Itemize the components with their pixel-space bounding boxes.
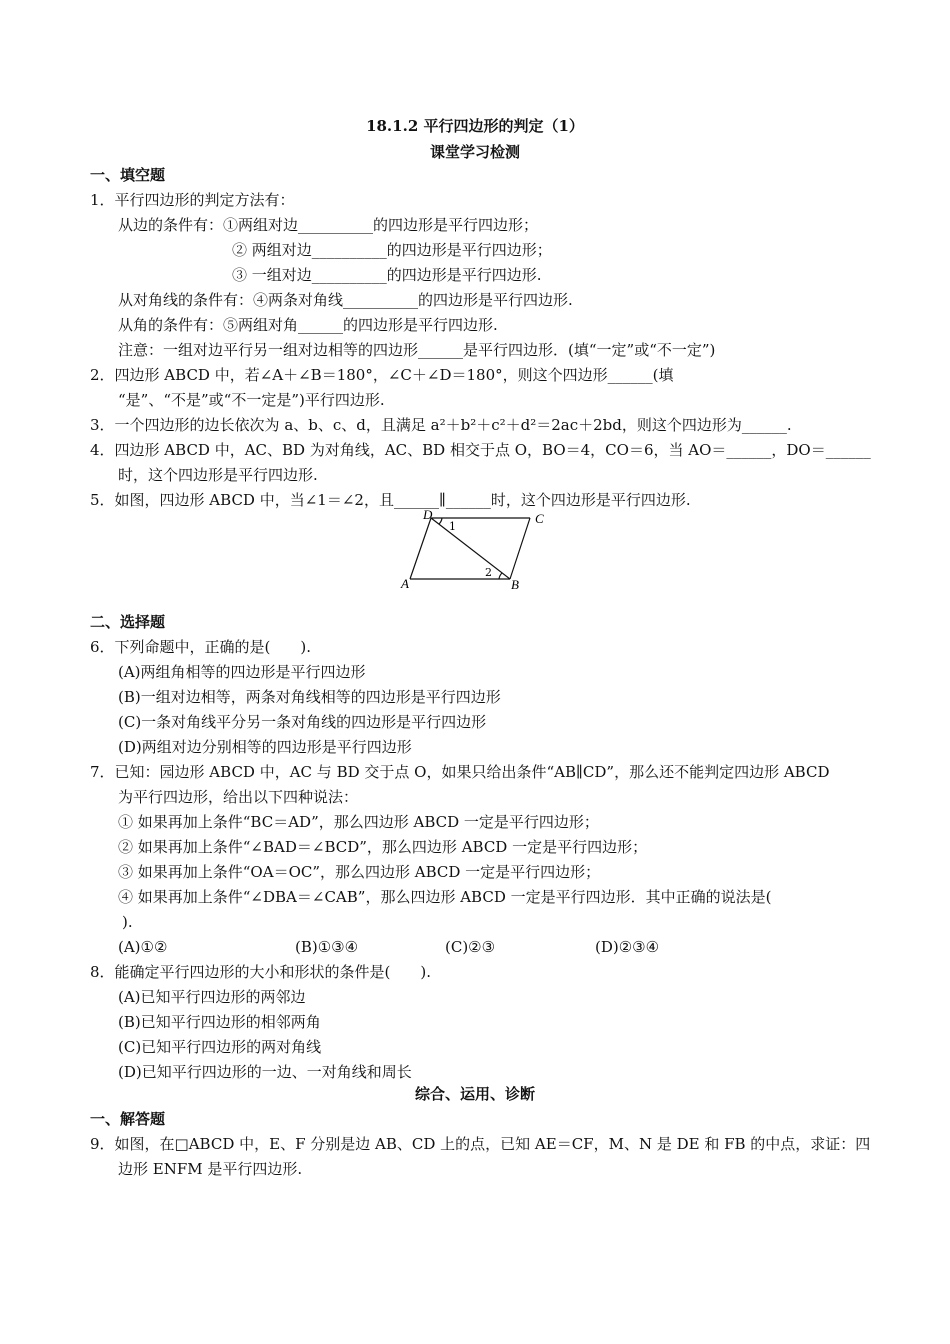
- question-4-cont: 时，这个四边形是平行四边形.: [118, 466, 318, 484]
- q7-option-a: (A)①②: [118, 938, 168, 956]
- q1-line: 从角的条件有：⑤两组对角______的四边形是平行四边形.: [118, 316, 498, 334]
- question-3: 3．一个四边形的边长依次为 a、b、c、d，且满足 a²＋b²＋c²＋d²＝2ac＋2bd，则这个四边形为______.: [90, 416, 792, 434]
- page-title: 18.1.2 平行四边形的判定（1）: [366, 117, 584, 135]
- question-1: 1．平行四边形的判定方法有：: [90, 191, 295, 209]
- q6-option-c: (C)一条对角线平分另一条对角线的四边形是平行四边形: [118, 713, 487, 731]
- question-8: 8．能确定平行四边形的大小和形状的条件是( ).: [90, 963, 432, 981]
- section-heading-choice: 二、选择题: [90, 613, 166, 631]
- diagonal-db: [431, 518, 510, 579]
- section-heading-answer: 一、解答题: [90, 1110, 166, 1128]
- label-a: A: [401, 576, 409, 591]
- angle-2-arc: [499, 573, 502, 579]
- question-9: 9．如图，在□ABCD 中，E、F 分别是边 AB、CD 上的点，已知 AE＝CF，M、N 是 DE 和 FB 的中点，求证：四: [90, 1135, 871, 1153]
- q1-line: ③ 一组对边__________的四边形是平行四边形.: [232, 266, 542, 284]
- label-c: C: [535, 511, 544, 526]
- question-7-cont: 为平行四边形，给出以下四种说法：: [118, 788, 359, 806]
- page-subtitle: 课堂学习检测: [429, 143, 520, 161]
- q6-option-a: (A)两组角相等的四边形是平行四边形: [118, 663, 366, 681]
- angle-1-arc: [439, 518, 442, 524]
- label-d: D: [423, 507, 433, 522]
- q7-statement-1: ① 如果再加上条件“BC＝AD”，那么四边形 ABCD 一定是平行四边形；: [118, 813, 599, 831]
- question-4: 4．四边形 ABCD 中，AC、BD 为对角线，AC、BD 相交于点 O，BO＝4，CO＝6，当 AO＝______，DO＝______: [90, 441, 871, 459]
- q8-option-d: (D)已知平行四边形的一边、一对角线和周长: [118, 1063, 412, 1081]
- q7-statement-2: ② 如果再加上条件“∠BAD＝∠BCD”，那么四边形 ABCD 一定是平行四边形；: [118, 838, 648, 856]
- q7-option-d: (D)②③④: [595, 938, 660, 956]
- label-b: B: [511, 577, 519, 592]
- q8-option-b: (B)已知平行四边形的相邻两角: [118, 1013, 321, 1031]
- parallelogram-figure: [398, 506, 558, 592]
- q1-note: 注意：一组对边平行另一组对边相等的四边形______是平行四边形．(填“一定”或“不一定”): [118, 341, 716, 359]
- question-2: 2．四边形 ABCD 中，若∠A＋∠B＝180°，∠C＋∠D＝180°，则这个四边形______(填: [90, 366, 674, 384]
- section-title-comprehensive: 综合、运用、诊断: [414, 1085, 535, 1103]
- q1-line: ② 两组对边__________的四边形是平行四边形；: [232, 241, 552, 259]
- q1-line: 从对角线的条件有：④两条对角线__________的四边形是平行四边形.: [118, 291, 573, 309]
- side-ad: [410, 518, 431, 579]
- q7-statement-3: ③ 如果再加上条件“OA＝OC”，那么四边形 ABCD 一定是平行四边形；: [118, 863, 601, 881]
- question-5: 5．如图，四边形 ABCD 中，当∠1＝∠2，且______∥______时，这个四边形是平行四边形.: [90, 491, 691, 509]
- side-cb: [510, 518, 530, 579]
- question-2-cont: “是”、“不是”或“不一定是”)平行四边形.: [118, 391, 385, 409]
- q8-option-c: (C)已知平行四边形的两对角线: [118, 1038, 322, 1056]
- q7-option-b: (B)①③④: [295, 938, 359, 956]
- q7-statement-4: ④ 如果再加上条件“∠DBA＝∠CAB”，那么四边形 ABCD 一定是平行四边形．其中正确的说法是(: [118, 888, 772, 906]
- q7-paren-close: ).: [122, 913, 133, 931]
- question-7: 7．已知：园边形 ABCD 中，AC 与 BD 交于点 O，如果只给出条件“AB∥CD”，那么还不能判定四边形 ABCD: [90, 763, 830, 781]
- section-heading-fill: 一、填空题: [90, 166, 166, 184]
- label-angle-2: 2: [485, 566, 492, 579]
- q1-line: 从边的条件有：①两组对边__________的四边形是平行四边形；: [118, 216, 539, 234]
- q8-option-a: (A)已知平行四边形的两邻边: [118, 988, 306, 1006]
- label-angle-1: 1: [449, 520, 456, 533]
- question-9-cont: 边形 ENFM 是平行四边形.: [118, 1160, 303, 1178]
- q6-option-d: (D)两组对边分别相等的四边形是平行四边形: [118, 738, 412, 756]
- q6-option-b: (B)一组对边相等，两条对角线相等的四边形是平行四边形: [118, 688, 501, 706]
- q7-option-c: (C)②③: [445, 938, 496, 956]
- question-6: 6．下列命题中，正确的是( ).: [90, 638, 312, 656]
